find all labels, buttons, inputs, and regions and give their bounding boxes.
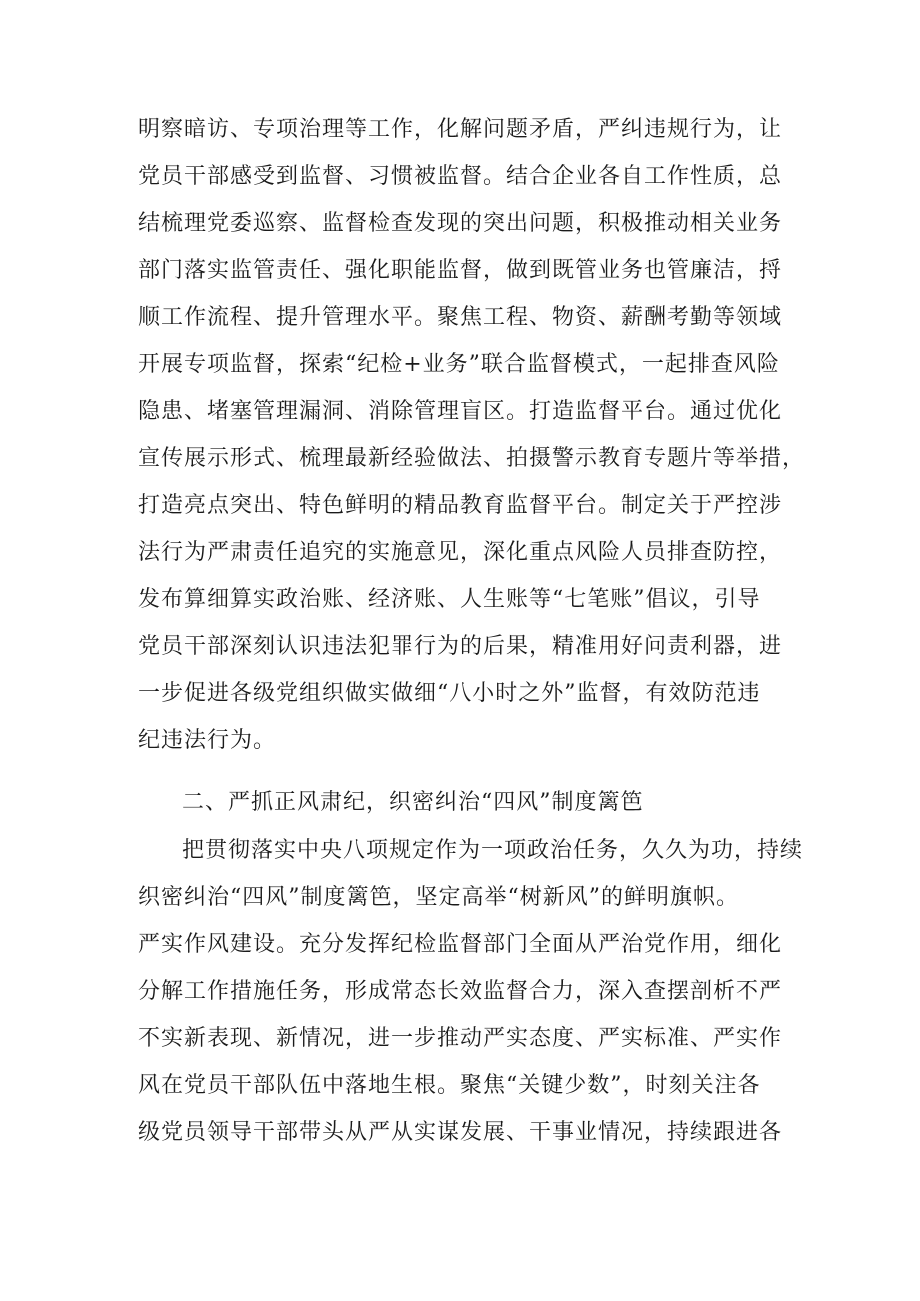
paragraph-line: 法行为严肃责任追究的实施意见，深化重点风险人员排查防控， [138,540,783,565]
paragraph-line: 发布算细算实政治账、经济账、人生账等“七笔账”倡议，引导 [138,587,761,612]
paragraph-line: 分解工作措施任务，形成常态长效监督合力，深入查摆剖析不严 [138,979,783,1004]
section-heading-text: 二、严抓正风肃纪，织密纠治“四风”制度篱笆 [182,790,644,815]
body-paragraph-1 [138,106,806,764]
paragraph-line: 顺工作流程、提升管理水平。聚焦工程、物资、薪酬考勤等领域 [138,305,783,330]
paragraph-line: 织密纠治“四风”制度篱笆，坚定高举“树新风”的鲜明旗帜。 [138,885,739,910]
paragraph-line: 结梳理党委巡察、监督检查发现的突出问题，积极推动相关业务 [138,211,783,236]
body-paragraph-2 [138,827,804,1156]
paragraph-line: 党员干部深刻认识违法犯罪行为的后果，精准用好问责利器，进 [138,634,783,659]
paragraph-line: 一步促进各级党组织做实做细“八小时之外”监督，有效防范违 [138,681,761,706]
paragraph-line: 党员干部感受到监督、习惯被监督。结合企业各自工作性质，总 [138,164,783,189]
paragraph-line: 隐患、堵塞管理漏洞、消除管理盲区。打造监督平台。通过优化 [138,399,783,424]
section-heading [182,779,802,826]
paragraph-line: 明察暗访、专项治理等工作，化解问题矛盾，严纠违规行为，让 [138,117,783,142]
paragraph-line: 部门落实监管责任、强化职能监督，做到既管业务也管廉洁，捋 [138,258,783,283]
paragraph-line: 打造亮点突出、特色鲜明的精品教育监督平台。制定关于严控涉 [138,493,783,518]
paragraph-line: 级党员领导干部带头从严从实谋发展、干事业情况，持续跟进各 [138,1120,783,1145]
paragraph-line: 风在党员干部队伍中落地生根。聚焦“关键少数”，时刻关注各 [138,1073,761,1098]
paragraph-line: 把贯彻落实中央八项规定作为一项政治任务，久久为功，持续 [182,838,804,863]
paragraph-line: 严实作风建设。充分发挥纪检监督部门全面从严治党作用，细化 [138,932,783,957]
paragraph-line: 纪违法行为。 [138,728,277,753]
paragraph-line: 不实新表现、新情况，进一步推动严实态度、严实标准、严实作 [138,1026,783,1051]
paragraph-line: 宣传展示形式、梳理最新经验做法、拍摄警示教育专题片等举措， [138,446,806,471]
paragraph-line: 开展专项监督，探索“纪检+业务”联合监督模式，一起排查风险 [138,352,780,377]
